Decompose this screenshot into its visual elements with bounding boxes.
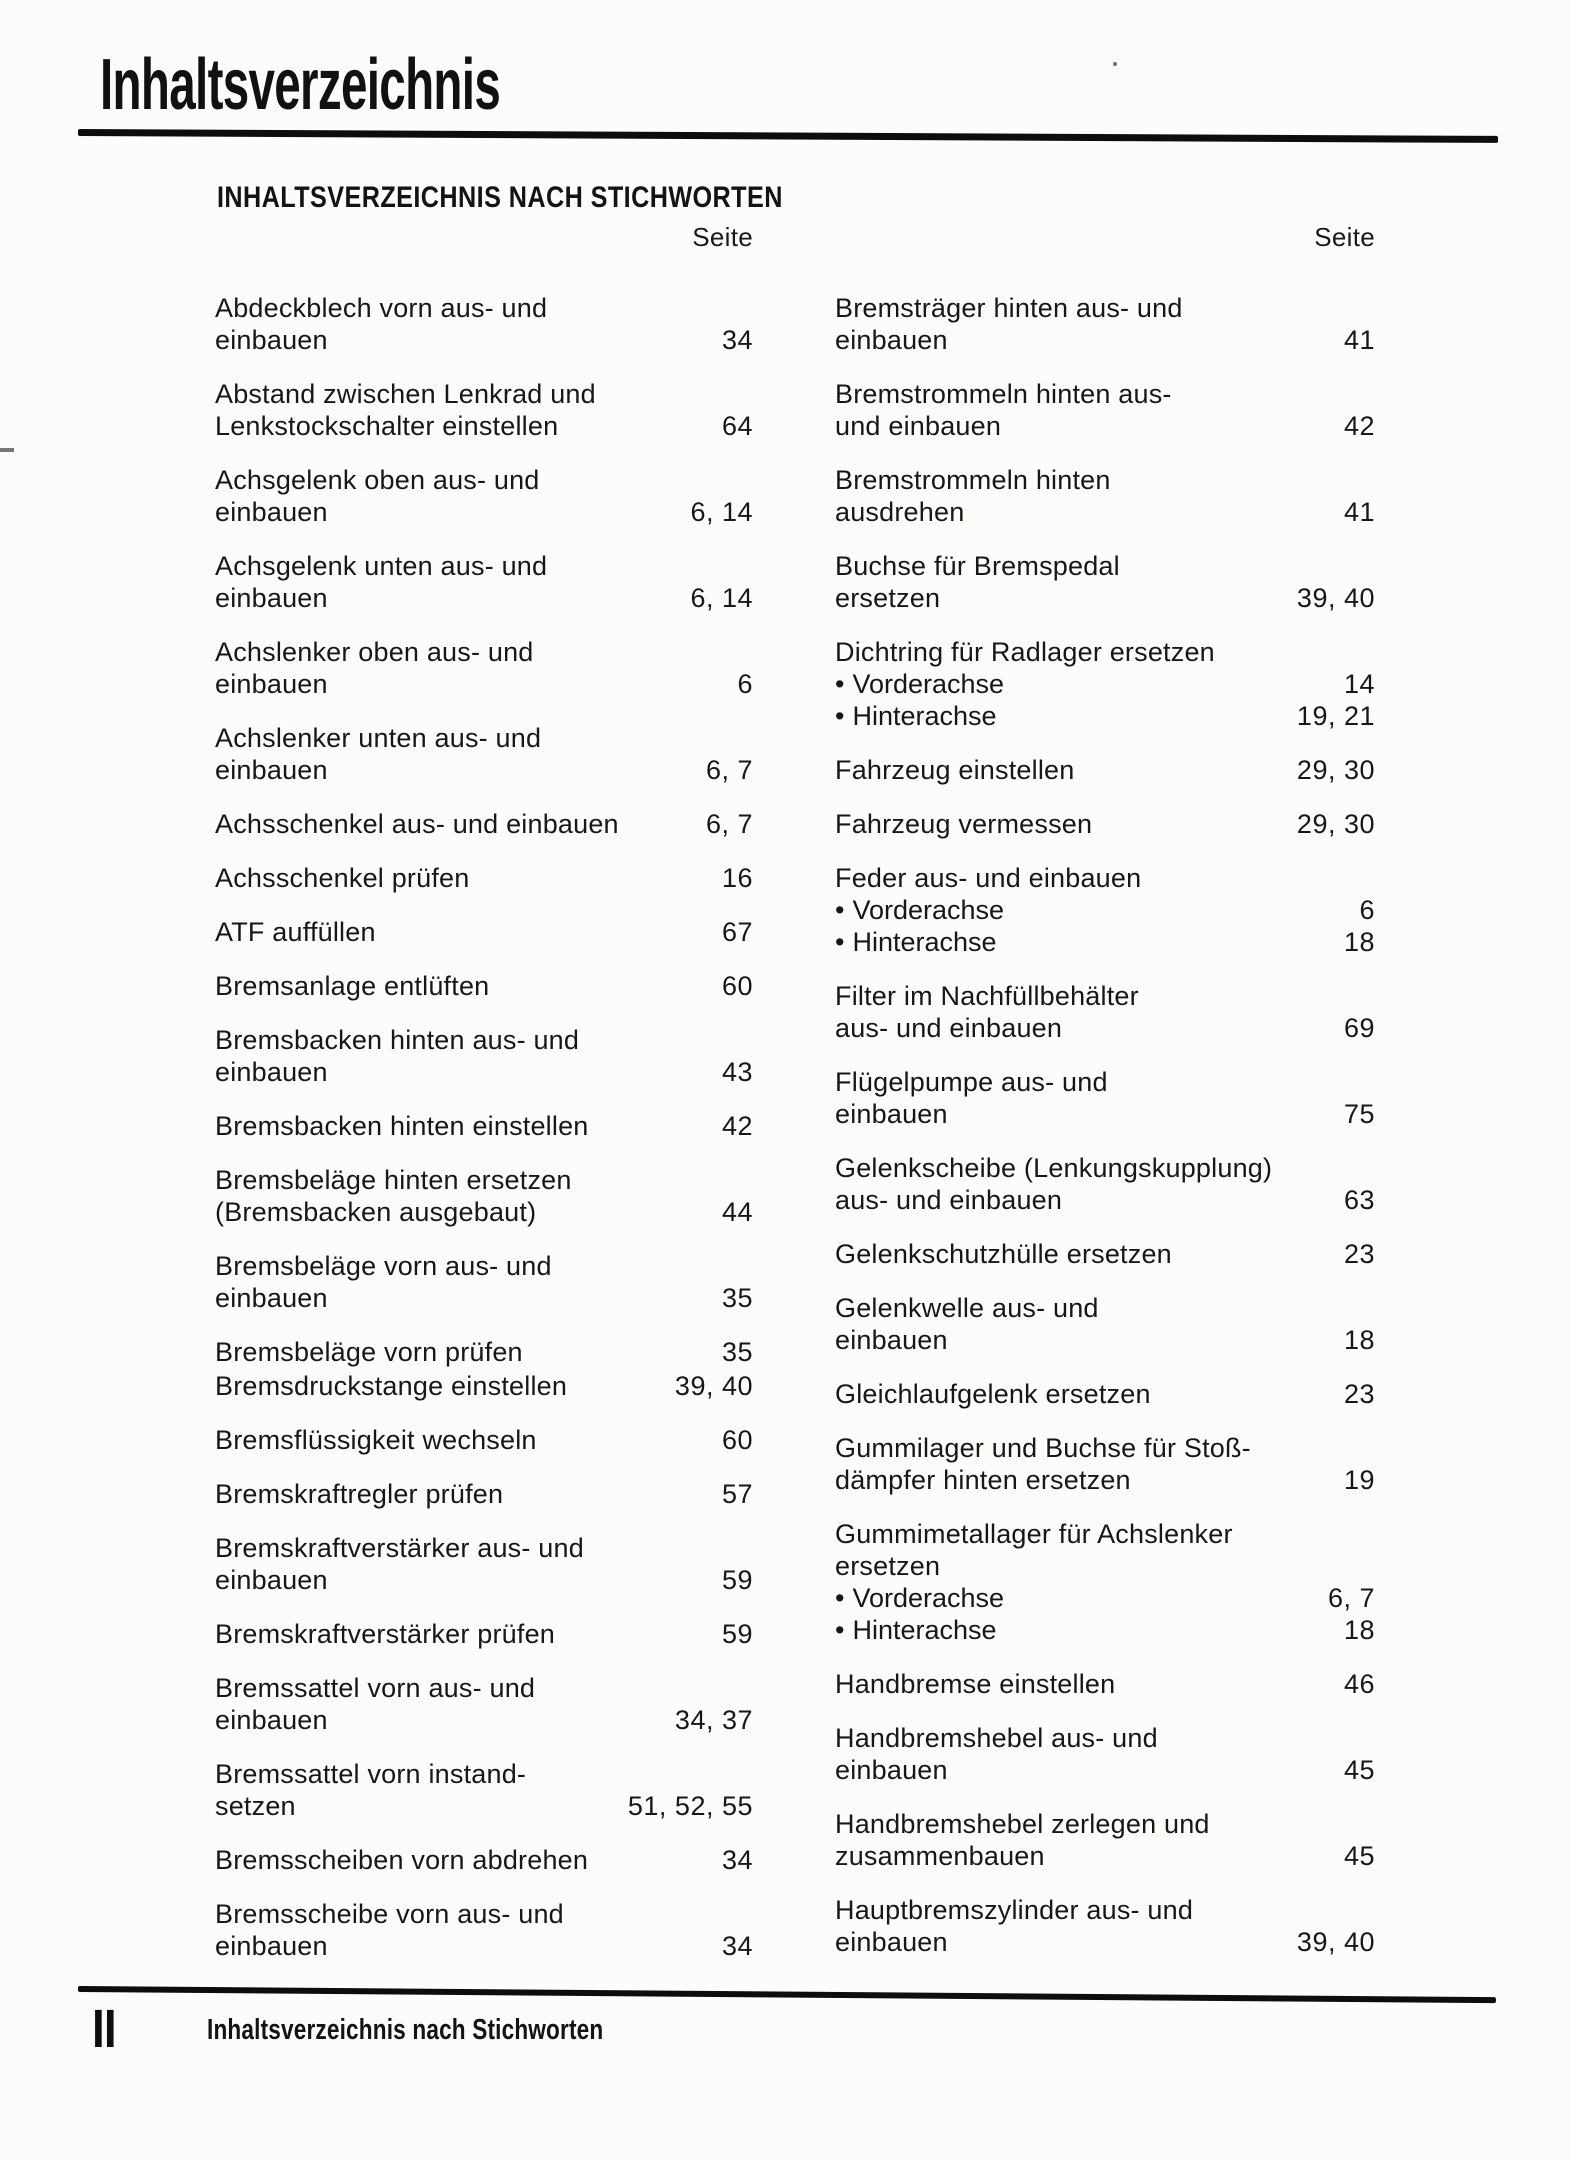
toc-entry-pages: 39, 40 — [1296, 1927, 1375, 1957]
toc-entry — [835, 292, 1375, 356]
toc-entry-pages: 63 — [1343, 1185, 1375, 1215]
toc-entry-pages: 59 — [721, 1565, 753, 1595]
toc-bullet-text: Hinterachse — [852, 927, 997, 957]
toc-entry-line: einbauen — [215, 1931, 328, 1961]
toc-bullet-entry — [835, 1582, 1375, 1614]
toc-entry-title — [215, 1424, 537, 1456]
toc-entry-title — [215, 1164, 572, 1228]
toc-entry-title — [215, 1478, 503, 1510]
toc-entry-title — [215, 1672, 535, 1736]
toc-entry-pages: 34 — [721, 1845, 753, 1875]
toc-bullet-label — [835, 1582, 1004, 1614]
toc-entry-title — [835, 550, 1120, 614]
toc-entry-line: einbauen — [215, 1057, 328, 1087]
toc-entry-line: einbauen — [215, 497, 328, 527]
toc-entry-line: ersetzen — [835, 1551, 941, 1581]
toc-entry-pages: 46 — [1343, 1669, 1375, 1699]
toc-entry-title — [215, 1110, 589, 1142]
toc-entry-title — [215, 722, 541, 786]
toc-entry-pages: 42 — [721, 1111, 753, 1141]
toc-entry-title — [835, 636, 1215, 668]
toc-entry-line: Bremskraftregler prüfen — [215, 1479, 504, 1509]
toc-entry-pages: 69 — [1343, 1013, 1375, 1043]
toc-entry-line: ATF auffüllen — [215, 917, 376, 947]
toc-entry-line: Bremsanlage entlüften — [215, 971, 490, 1001]
toc-entry — [215, 862, 753, 894]
bullet-icon: • — [835, 1583, 845, 1613]
toc-bullet-entry — [835, 926, 1375, 958]
toc-entry-title — [835, 1808, 1210, 1872]
toc-entry-line: Dichtring für Radlager ersetzen — [835, 637, 1215, 667]
toc-entry-line: Flügelpumpe aus- und — [835, 1067, 1108, 1097]
toc-entry-title — [835, 292, 1183, 356]
toc-entry-line: zusammenbauen — [835, 1841, 1045, 1871]
toc-entry-title — [215, 464, 540, 528]
toc-entry — [835, 1894, 1375, 1958]
toc-entry-pages: 34, 37 — [674, 1705, 753, 1735]
toc-entry-title — [835, 862, 1141, 894]
toc-entry-pages: 41 — [1343, 497, 1375, 527]
toc-bullet-label — [835, 926, 997, 958]
toc-entry — [835, 550, 1375, 614]
toc-entry-line: einbauen — [835, 1755, 948, 1785]
toc-entry-line: Gelenkscheibe (Lenkungskupplung) — [835, 1153, 1273, 1183]
toc-entry-line: einbauen — [835, 1325, 948, 1355]
toc-entry-line: ausdrehen — [835, 497, 965, 527]
toc-entry-title — [215, 1024, 579, 1088]
toc-entry-line: Bremsträger hinten aus- und — [835, 293, 1183, 323]
toc-entry — [835, 1292, 1375, 1356]
toc-entry-line: Bremsbeläge vorn aus- und — [215, 1251, 552, 1281]
toc-entry — [215, 1532, 753, 1596]
toc-entry-title — [215, 292, 547, 356]
toc-entry-title — [215, 1844, 588, 1876]
toc-bullet-pages: 6 — [1359, 895, 1375, 925]
toc-bullet-text: Vorderachse — [852, 1583, 1005, 1613]
bullet-icon: • — [835, 927, 845, 957]
toc-entry-title — [835, 1238, 1172, 1270]
toc-entry-line: Gelenkschutzhülle ersetzen — [835, 1239, 1172, 1269]
toc-entry-title — [215, 1250, 552, 1314]
toc-entry-pages: 60 — [721, 1425, 753, 1455]
toc-entry-pages: 39, 40 — [674, 1371, 753, 1401]
toc-entry-line: Bremsscheibe vorn aus- und — [215, 1899, 564, 1929]
toc-entry-line: Bremsbacken hinten aus- und — [215, 1025, 580, 1055]
toc-entry-line: Bremsbeläge hinten ersetzen — [215, 1165, 572, 1195]
toc-bullet-text: Vorderachse — [852, 895, 1005, 925]
toc-entry — [215, 1618, 753, 1650]
toc-entry-line: einbauen — [215, 1283, 328, 1313]
toc-entry-line: Fahrzeug vermessen — [835, 809, 1093, 839]
toc-entry-line: Gummimetallager für Achslenker — [835, 1519, 1233, 1549]
toc-entry-line: einbauen — [215, 325, 328, 355]
toc-column-right — [835, 222, 1375, 1958]
toc-entry-line: Handbremshebel aus- und — [835, 1723, 1158, 1753]
toc-entry-line: Handbremse einstellen — [835, 1669, 1116, 1699]
toc-entry-title — [215, 916, 376, 948]
toc-entry-title — [835, 1152, 1272, 1216]
toc-entry-pages: 35 — [721, 1337, 753, 1367]
toc-entry-title — [215, 862, 469, 894]
toc-entry — [835, 1432, 1375, 1496]
toc-entry — [835, 464, 1375, 528]
toc-entry-title — [835, 378, 1172, 442]
toc-entry-line: einbauen — [215, 1705, 328, 1735]
bullet-icon: • — [835, 895, 845, 925]
toc-entry-line: einbauen — [215, 583, 328, 613]
toc-bullet-label — [835, 700, 997, 732]
toc-entry-line: einbauen — [835, 1099, 948, 1129]
toc-entry — [215, 1898, 753, 1962]
toc-entry — [215, 1424, 753, 1456]
toc-entry-line: Feder aus- und einbauen — [835, 863, 1142, 893]
toc-entry-pages: 43 — [721, 1057, 753, 1087]
toc-entry-line: einbauen — [215, 1565, 328, 1595]
toc-entry-title — [835, 1518, 1233, 1582]
toc-entry-line: Bremskraftverstärker aus- und — [215, 1533, 584, 1563]
toc-entry — [215, 464, 753, 528]
toc-entry-line: Bremsscheiben vorn abdrehen — [215, 1845, 589, 1875]
toc-entry — [835, 378, 1375, 442]
toc-entry-pages: 16 — [721, 863, 753, 893]
toc-entry — [215, 1370, 753, 1402]
toc-entry — [835, 1152, 1375, 1216]
toc-entry — [215, 1336, 753, 1368]
toc-entry-title — [835, 1722, 1158, 1786]
toc-entry-pages: 34 — [721, 1931, 753, 1961]
toc-entry — [835, 1808, 1375, 1872]
toc-entry-title — [835, 980, 1139, 1044]
toc-entry-pages: 39, 40 — [1296, 583, 1375, 613]
toc-entry-line: Abdeckblech vorn aus- und — [215, 293, 548, 323]
toc-entry-line: Bremsflüssigkeit wechseln — [215, 1425, 537, 1455]
toc-entry — [215, 1110, 753, 1142]
toc-entry-title — [835, 1066, 1108, 1130]
toc-entry-line: dämpfer hinten ersetzen — [835, 1465, 1131, 1495]
toc-entry — [215, 1478, 753, 1510]
toc-entry-title — [215, 1336, 523, 1368]
toc-entry-pages: 34 — [721, 325, 753, 355]
toc-entry-line: aus- und einbauen — [835, 1013, 1063, 1043]
toc-entry-line: einbauen — [835, 325, 948, 355]
toc-entry — [215, 1758, 753, 1822]
toc-bullet-text: Hinterachse — [852, 701, 997, 731]
toc-entry-pages: 45 — [1343, 1755, 1375, 1785]
toc-entry-pages: 6 — [737, 669, 753, 699]
toc-entry-title — [835, 1378, 1151, 1410]
toc-entry-line: Bremstrommeln hinten — [835, 465, 1111, 495]
toc-entry-title — [835, 754, 1074, 786]
toc-bullet-text: Hinterachse — [852, 1615, 997, 1645]
toc-entry-line: ersetzen — [835, 583, 941, 613]
toc-entry — [215, 722, 753, 786]
toc-entry-line: Bremssattel vorn aus- und — [215, 1673, 536, 1703]
toc-entry-line: Filter im Nachfüllbehälter — [835, 981, 1139, 1011]
toc-column-left — [215, 222, 753, 1962]
toc-entry-line: Bremsbeläge vorn prüfen — [215, 1337, 523, 1367]
toc-entry-pages: 75 — [1343, 1099, 1375, 1129]
footer-page-number: II — [92, 1999, 116, 2059]
toc-entry — [835, 862, 1375, 894]
toc-entry-title — [215, 636, 534, 700]
toc-bullet-entry — [835, 668, 1375, 700]
toc-bullet-pages: 19, 21 — [1296, 701, 1375, 731]
toc-bullet-entry — [835, 1614, 1375, 1646]
toc-entry — [835, 1238, 1375, 1270]
toc-entry-line: Bremstrommeln hinten aus- — [835, 379, 1172, 409]
toc-entry-line: einbauen — [215, 755, 328, 785]
toc-entry-line: Achslenker unten aus- und — [215, 723, 542, 753]
toc-entry-pages: 64 — [721, 411, 753, 441]
toc-entry-pages: 60 — [721, 971, 753, 1001]
toc-entry-pages: 67 — [721, 917, 753, 947]
toc-entry-pages: 18 — [1343, 1325, 1375, 1355]
toc-entry — [835, 1378, 1375, 1410]
toc-entry-line: Bremssattel vorn instand- — [215, 1759, 527, 1789]
toc-entry-title — [835, 464, 1111, 528]
toc-entry — [835, 1722, 1375, 1786]
toc-entry-title — [215, 1758, 526, 1822]
toc-entry-title — [215, 970, 489, 1002]
toc-entry — [215, 1164, 753, 1228]
toc-entry — [835, 1518, 1375, 1582]
toc-entry-pages: 59 — [721, 1619, 753, 1649]
toc-entry-line: Abstand zwischen Lenkrad und — [215, 379, 596, 409]
toc-entry-line: Fahrzeug einstellen — [835, 755, 1075, 785]
toc-entry — [215, 916, 753, 948]
toc-entry-pages: 23 — [1343, 1239, 1375, 1269]
toc-entry-line: Lenkstockschalter einstellen — [215, 411, 559, 441]
column-header-seite: Seite — [1314, 222, 1375, 252]
toc-entry — [215, 970, 753, 1002]
toc-entry-line: Achsschenkel aus- und einbauen — [215, 809, 619, 839]
scan-artifact — [1113, 62, 1117, 66]
toc-entry-pages: 57 — [721, 1479, 753, 1509]
toc-entry — [835, 1668, 1375, 1700]
toc-entry-line: Buchse für Bremspedal — [835, 551, 1120, 581]
toc-entry-pages: 42 — [1343, 411, 1375, 441]
toc-entry-title — [835, 1894, 1193, 1958]
toc-entry-line: Gummilager und Buchse für Stoß- — [835, 1433, 1251, 1463]
toc-entry-line: Achsgelenk unten aus- und — [215, 551, 548, 581]
toc-bullet-pages: 6, 7 — [1327, 1583, 1375, 1613]
toc-entry-line: und einbauen — [835, 411, 1002, 441]
toc-entry-title — [835, 1432, 1251, 1496]
bullet-icon: • — [835, 1615, 845, 1645]
toc-entry-line: Bremskraftverstärker prüfen — [215, 1619, 555, 1649]
toc-entry — [215, 808, 753, 840]
toc-entry-pages: 44 — [721, 1197, 753, 1227]
toc-entry — [215, 292, 753, 356]
toc-entry-pages: 35 — [721, 1283, 753, 1313]
toc-entry-line: Achslenker oben aus- und — [215, 637, 534, 667]
toc-entry-pages: 23 — [1343, 1379, 1375, 1409]
toc-entry-pages: 19 — [1343, 1465, 1375, 1495]
toc-entry — [215, 1672, 753, 1736]
toc-entry-title — [835, 1668, 1115, 1700]
toc-bullet-entry — [835, 700, 1375, 732]
toc-entry-title — [215, 550, 547, 614]
toc-entry-line: (Bremsbacken ausgebaut) — [215, 1197, 537, 1227]
toc-entry — [215, 1024, 753, 1088]
toc-bullet-pages: 18 — [1343, 1615, 1375, 1645]
toc-entry — [215, 1844, 753, 1876]
toc-bullet-text: Vorderachse — [852, 669, 1005, 699]
toc-bullet-pages: 14 — [1343, 669, 1375, 699]
toc-entry — [215, 550, 753, 614]
toc-bullet-label — [835, 894, 1004, 926]
toc-bullet-label — [835, 1614, 997, 1646]
toc-entry-pages: 45 — [1343, 1841, 1375, 1871]
toc-entry — [215, 1250, 753, 1314]
toc-entry-pages: 6, 7 — [705, 809, 753, 839]
toc-entry-title — [215, 1532, 584, 1596]
toc-entry-title — [215, 1898, 564, 1962]
toc-entry-line: Achsschenkel prüfen — [215, 863, 470, 893]
toc-entry-line: Achsgelenk oben aus- und — [215, 465, 540, 495]
toc-entry-line: setzen — [215, 1791, 296, 1821]
footer-rule — [78, 1986, 1496, 2003]
toc-entry-line: Bremsbacken hinten einstellen — [215, 1111, 589, 1141]
toc-entry-line: aus- und einbauen — [835, 1185, 1063, 1215]
toc-entry — [835, 808, 1375, 840]
toc-entry-pages: 6, 14 — [690, 583, 753, 613]
toc-bullet-label — [835, 668, 1004, 700]
footer-label: Inhaltsverzeichnis nach Stichworten — [207, 2014, 604, 2046]
toc-entry-line: Gelenkwelle aus- und — [835, 1293, 1099, 1323]
toc-entry-line: Bremsdruckstange einstellen — [215, 1371, 568, 1401]
title-rule — [78, 129, 1498, 143]
toc-entry — [215, 378, 753, 442]
toc-entry — [835, 754, 1375, 786]
toc-entry — [835, 636, 1375, 668]
toc-entry-line: Gleichlaufgelenk ersetzen — [835, 1379, 1151, 1409]
toc-entry-line: einbauen — [215, 669, 328, 699]
toc-entry-pages: 41 — [1343, 325, 1375, 355]
toc-entry-pages: 6, 7 — [705, 755, 753, 785]
toc-entry-title — [215, 378, 596, 442]
toc-entry — [835, 980, 1375, 1044]
toc-entry-title — [835, 808, 1092, 840]
toc-bullet-pages: 18 — [1343, 927, 1375, 957]
scan-artifact — [0, 448, 14, 452]
toc-bullet-entry — [835, 894, 1375, 926]
toc-entry-pages: 29, 30 — [1296, 809, 1375, 839]
toc-entry — [835, 1066, 1375, 1130]
column-header-seite: Seite — [692, 222, 753, 252]
toc-entry-title — [215, 1370, 567, 1402]
bullet-icon: • — [835, 701, 845, 731]
page-title: Inhaltsverzeichnis — [100, 45, 501, 125]
section-heading: INHALTSVERZEICHNIS NACH STICHWORTEN — [217, 181, 783, 214]
toc-entry-title — [215, 1618, 555, 1650]
bullet-icon: • — [835, 669, 845, 699]
toc-entry-title — [215, 808, 619, 840]
toc-entry-line: Handbremshebel zerlegen und — [835, 1809, 1210, 1839]
toc-entry — [215, 636, 753, 700]
toc-entry-pages: 29, 30 — [1296, 755, 1375, 785]
toc-entry-title — [835, 1292, 1099, 1356]
toc-entry-line: einbauen — [835, 1927, 948, 1957]
toc-entry-pages: 6, 14 — [690, 497, 753, 527]
toc-entry-line: Hauptbremszylinder aus- und — [835, 1895, 1194, 1925]
toc-entry-pages: 51, 52, 55 — [627, 1791, 753, 1821]
